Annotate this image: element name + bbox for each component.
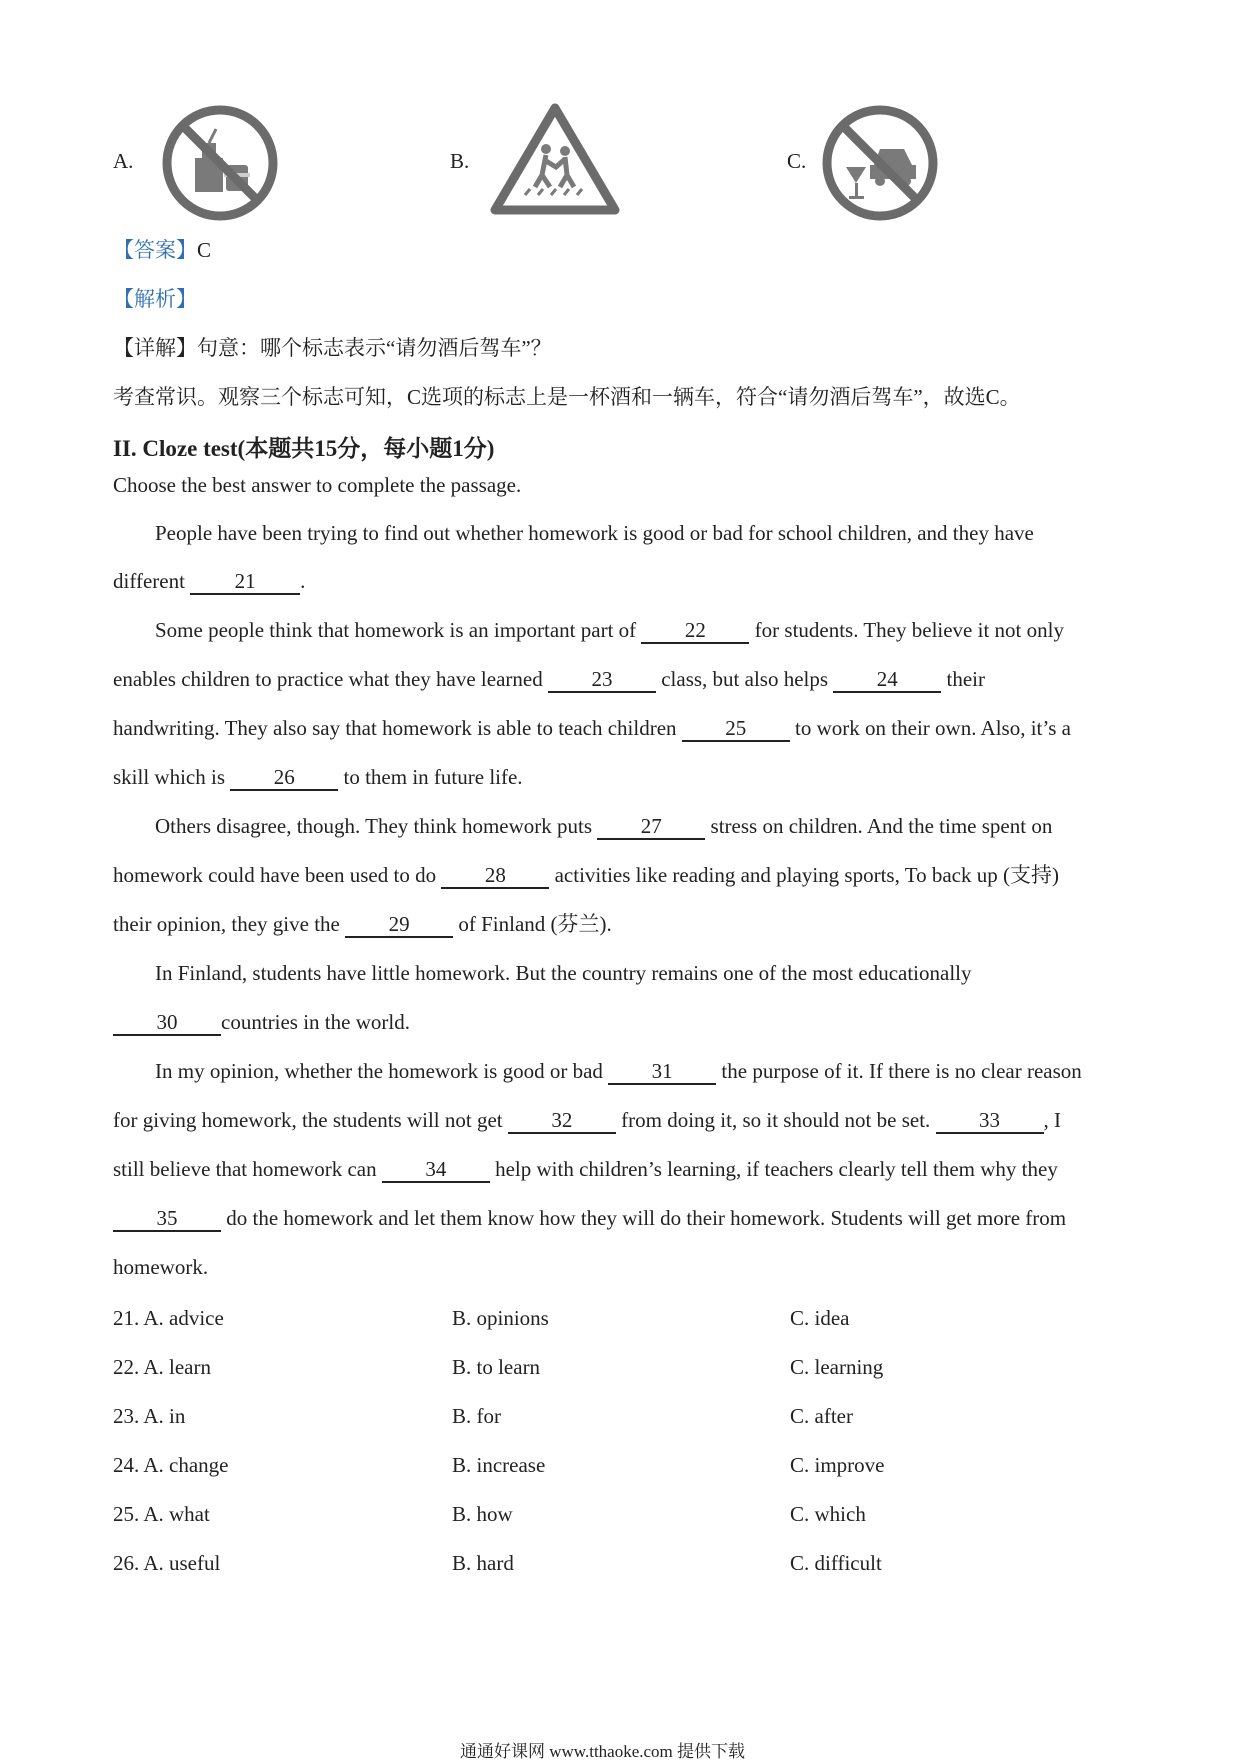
- passage-line: [113, 865, 1059, 889]
- option-choice-b: B. to learn: [452, 1355, 541, 1379]
- detail-line: [113, 338, 552, 359]
- blank-34: 34: [382, 1159, 490, 1183]
- passage-line: [113, 914, 612, 938]
- passage-line: In Finland, students have little homework. But the country remains one of the most educationally: [155, 961, 972, 985]
- blank-22: 22: [641, 620, 749, 644]
- passage-text: class, but also helps: [661, 667, 829, 691]
- blank-30: 30: [113, 1012, 221, 1036]
- passage-line: [113, 1159, 1058, 1183]
- passage-text: to work on their own. Also, it’s a: [795, 716, 1071, 740]
- passage-text: .: [300, 569, 306, 593]
- sign-option-b-label: B.: [450, 149, 470, 173]
- option-choice-a: 25. A. what: [113, 1502, 210, 1526]
- detail-text: 句意：哪个标志表示“请勿酒后驾车”？: [197, 336, 552, 360]
- blank-33: 33: [936, 1110, 1044, 1134]
- section-instruction: Choose the best answer to complete the passage.: [113, 473, 522, 497]
- option-choice-c: C. which: [790, 1502, 866, 1526]
- analysis-tag: 【解析】: [113, 287, 197, 311]
- passage-text: skill which is: [113, 765, 226, 789]
- option-choice-c: C. improve: [790, 1453, 885, 1477]
- passage-line: [113, 669, 985, 693]
- passage-line: [155, 620, 1064, 644]
- passage-line: [113, 1110, 1061, 1134]
- blank-25: 25: [682, 718, 790, 742]
- option-choice-b: B. increase: [452, 1453, 546, 1477]
- footer-text: 通通好课网 www.tthaoke.com 提供下载: [460, 1742, 746, 1761]
- answer-value: C: [197, 238, 212, 262]
- passage-line: homework.: [113, 1255, 209, 1279]
- answer-line: [113, 240, 211, 261]
- option-choice-a: 26. A. useful: [113, 1551, 221, 1575]
- option-choice-b: B. opinions: [452, 1306, 549, 1330]
- answer-tag: 【答案】: [113, 238, 197, 262]
- option-choice-a: 24. A. change: [113, 1453, 229, 1477]
- passage-text: handwriting. They also say that homework is able to teach children: [113, 716, 677, 740]
- blank-35: 35: [113, 1208, 221, 1232]
- no-food-sign-icon: [160, 103, 280, 223]
- passage-text: stress on children. And the time spent on: [710, 814, 1053, 838]
- passage-text: to them in future life.: [343, 765, 523, 789]
- passage-text: their: [946, 667, 986, 691]
- detail-explanation: 考查常识。观察三个标志可知，C选项的标志上是一杯酒和一辆车，符合“请勿酒后驾车”，故选C。: [113, 385, 1021, 409]
- option-choice-b: B. how: [452, 1502, 513, 1526]
- passage-text: their opinion, they give the: [113, 912, 340, 936]
- passage-text: of Finland (芬兰).: [458, 912, 612, 936]
- passage-text: from doing it, so it should not be set.: [621, 1108, 931, 1132]
- passage-text: the purpose of it. If there is no clear reason: [721, 1059, 1082, 1083]
- blank-32: 32: [508, 1110, 616, 1134]
- detail-tag: 【详解】: [113, 336, 197, 360]
- option-choice-c: C. learning: [790, 1355, 884, 1379]
- passage-text: help with children’s learning, if teachers clearly tell them why they: [495, 1157, 1058, 1181]
- passage-text: Some people think that homework is an important part of: [155, 618, 637, 642]
- blank-31: 31: [608, 1061, 716, 1085]
- passage-text: different: [113, 569, 185, 593]
- passage-text: Others disagree, though. They think homework puts: [155, 814, 593, 838]
- passage-text: homework could have been used to do: [113, 863, 437, 887]
- passage-text: for giving homework, the students will not get: [113, 1108, 503, 1132]
- blank-26: 26: [230, 767, 338, 791]
- passage-text: still believe that homework can: [113, 1157, 377, 1181]
- option-choice-c: C. difficult: [790, 1551, 882, 1575]
- passage-line: [113, 1208, 1066, 1232]
- passage-text: countries in the world.: [221, 1010, 410, 1034]
- passage-text: for students. They believe it not only: [754, 618, 1064, 642]
- passage-text: activities like reading and playing sports, To back up (支持): [554, 863, 1059, 887]
- no-drink-driving-sign-icon: [820, 103, 940, 223]
- passage-text: do the homework and let them know how they will do their homework. Students will get more from: [226, 1206, 1067, 1230]
- option-choice-a: 23. A. in: [113, 1404, 186, 1428]
- sign-option-c-label: C.: [787, 149, 807, 173]
- blank-27: 27: [597, 816, 705, 840]
- passage-line: [113, 767, 523, 791]
- passage-line: People have been trying to find out whether homework is good or bad for school children, and they have: [155, 521, 1034, 545]
- passage-line: [113, 1012, 410, 1036]
- children-crossing-sign-icon: [490, 103, 620, 215]
- passage-line: [155, 816, 1052, 840]
- option-choice-b: B. for: [452, 1404, 501, 1428]
- blank-24: 24: [833, 669, 941, 693]
- blank-21: 21: [190, 571, 300, 595]
- blank-29: 29: [345, 914, 453, 938]
- section-title: II. Cloze test(本题共15分，每小题1分): [113, 436, 495, 461]
- option-choice-a: 21. A. advice: [113, 1306, 224, 1330]
- option-choice-b: B. hard: [452, 1551, 514, 1575]
- option-choice-c: C. after: [790, 1404, 853, 1428]
- passage-text: , I: [1043, 1108, 1062, 1132]
- sign-option-a-label: A.: [113, 149, 134, 173]
- blank-23: 23: [548, 669, 656, 693]
- passage-line: [113, 571, 305, 595]
- blank-28: 28: [441, 865, 549, 889]
- passage-line: [155, 1061, 1082, 1085]
- option-choice-c: C. idea: [790, 1306, 850, 1330]
- passage-text: enables children to practice what they have learned: [113, 667, 543, 691]
- passage-line: [113, 718, 1071, 742]
- passage-text: In my opinion, whether the homework is good or bad: [155, 1059, 603, 1083]
- option-choice-a: 22. A. learn: [113, 1355, 211, 1379]
